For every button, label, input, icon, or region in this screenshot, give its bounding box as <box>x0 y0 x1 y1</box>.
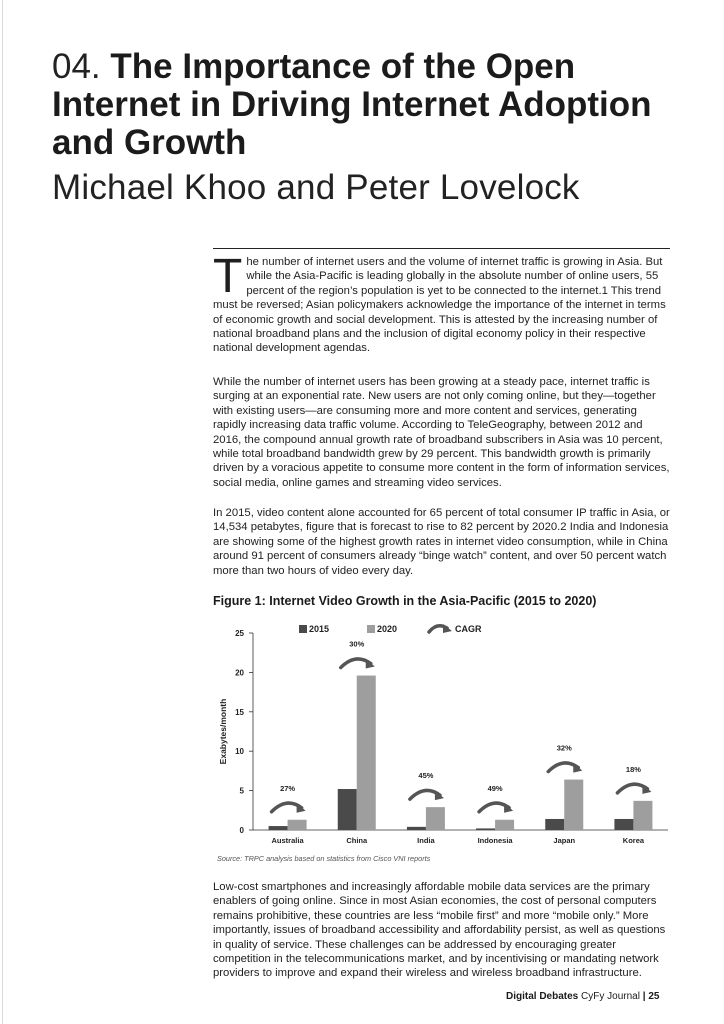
bar-2015-india <box>407 827 426 830</box>
legend-label-2015: 2015 <box>309 624 330 634</box>
paragraph-1-text: he number of internet users and the volume of internet traffic is growing in Asia. But while the Asia-Pacific is leading globally in the absolute number of online users, 55 percent of the region’s population is yet to be connected to the internet.1 This trend must be reversed; Asian policymakers acknowledge the importance of the internet in terms of economic growth and social development. This is attested by the increasing number of national broadband plans and the inclusion of digital economy policy in their respective national development agendas. <box>213 256 666 355</box>
figure-source: Source: TRPC analysis based on statistics from Cisco VNI reports <box>217 854 431 863</box>
cagr-label: 27% <box>280 783 296 793</box>
paragraph-3: In 2015, video content alone accounted for 65 percent of total consumer IP traffic in Asia, or 14,534 petabytes, figure that is forecast to rise to 82 percent by 2020.2 India and Indonesia are showing some of the highest growth rates in internet video consumption, while in China around 91 percent of consumers already “binge watch” content, and over 50 percent watch more than two hours of video every day. <box>213 507 670 577</box>
cagr-label: 18% <box>625 764 641 774</box>
paragraph-4: Low-cost smartphones and increasingly affordable mobile data services are the primary enablers of going online. Since in most Asian economies, the cost of personal computers remains prohibitive, these countries are less “mobile first” and more “mobile only.” More importantly, issues of broadband accessibility and affordability persist, as well as questions in quality of service. These challenges can be addressed by encouraging greater competition in the telecommunications market, and by incentivising or mandating network providers to improve and expand their wireless and wireless broadband infrastructure. <box>213 881 666 980</box>
title-text: The Importance of the Open Internet in Driving Internet Adoption and Growth <box>52 47 652 162</box>
paragraph-2: While the number of internet users has been growing at a steady pace, internet traffic is surging at an exponential rate. New users are not only coming online, but they—together with existing users—are consuming more and more content and services, generating rapidly increasing data traffic volume. According to TeleGeography, between 2012 and 2016, the compound annual growth rate of broadband subscribers in Asia was 10 percent, while total broadband bandwidth grew by 29 percent. This bandwidth growth is primarily driven by a voracious appetite to consume more content in the form of information services, social media, online games and streaming video services. <box>213 376 670 489</box>
footer-separator: | <box>642 991 646 1002</box>
journal-subname: CyFy Journal <box>581 991 640 1002</box>
cagr-arrowhead <box>297 803 306 813</box>
cagr-arrowhead <box>435 790 444 800</box>
bar-2020-india <box>426 807 445 830</box>
bar-2020-china <box>357 676 376 830</box>
x-tick-label: Japan <box>553 836 576 845</box>
cagr-label: 30% <box>349 639 365 649</box>
legend-cagr-arrowhead <box>443 624 452 633</box>
y-tick-label: 25 <box>235 629 244 638</box>
y-tick-label: 0 <box>239 826 244 835</box>
paragraph-1 <box>213 250 673 356</box>
bar-2015-australia <box>269 826 288 830</box>
legend-label-2020: 2020 <box>377 624 398 634</box>
bar-2020-indonesia <box>495 820 514 830</box>
figure-title: Figure 1: Internet Video Growth in the Asia-Pacific (2015 to 2020) <box>213 594 597 608</box>
cagr-arrowhead <box>366 659 375 669</box>
x-tick-label: Australia <box>271 836 304 845</box>
bar-2020-australia <box>288 820 307 830</box>
y-tick-label: 5 <box>239 786 244 796</box>
cagr-label: 45% <box>418 771 434 781</box>
bar-2015-korea <box>614 819 633 830</box>
cagr-arrowhead <box>504 803 513 813</box>
bar-2015-china <box>338 789 357 830</box>
legend-swatch-2020 <box>367 625 375 633</box>
y-tick-label: 10 <box>235 747 244 757</box>
journal-name: Digital Debates <box>506 991 579 1002</box>
x-tick-label: India <box>417 836 435 845</box>
video-growth-chart <box>213 615 673 850</box>
cagr-label: 49% <box>487 783 503 793</box>
bar-2015-indonesia <box>476 828 495 830</box>
drop-cap: T <box>213 250 243 303</box>
article-authors: Michael Khoo and Peter Lovelock <box>52 168 580 207</box>
section-rule <box>213 248 670 249</box>
legend-label-cagr: CAGR <box>455 624 482 634</box>
y-tick-label: 15 <box>235 707 244 717</box>
page-edge-rule <box>2 0 3 1024</box>
bar-2020-korea <box>633 801 652 830</box>
legend-swatch-2015 <box>299 625 307 633</box>
cagr-arrowhead <box>573 763 582 773</box>
y-axis-label: Exabytes/month <box>218 698 228 765</box>
bar-2020-japan <box>564 780 583 830</box>
chapter-number: 04. <box>52 47 101 86</box>
cagr-label: 32% <box>556 743 572 753</box>
y-tick-label: 20 <box>235 668 244 678</box>
article-title <box>52 48 712 162</box>
page-footer <box>506 991 659 1002</box>
page-number: 25 <box>648 991 660 1002</box>
bar-2015-japan <box>545 819 564 830</box>
cagr-arrowhead <box>642 784 651 794</box>
x-tick-label: China <box>346 836 368 845</box>
x-tick-label: Indonesia <box>477 836 513 845</box>
x-tick-label: Korea <box>622 836 645 845</box>
